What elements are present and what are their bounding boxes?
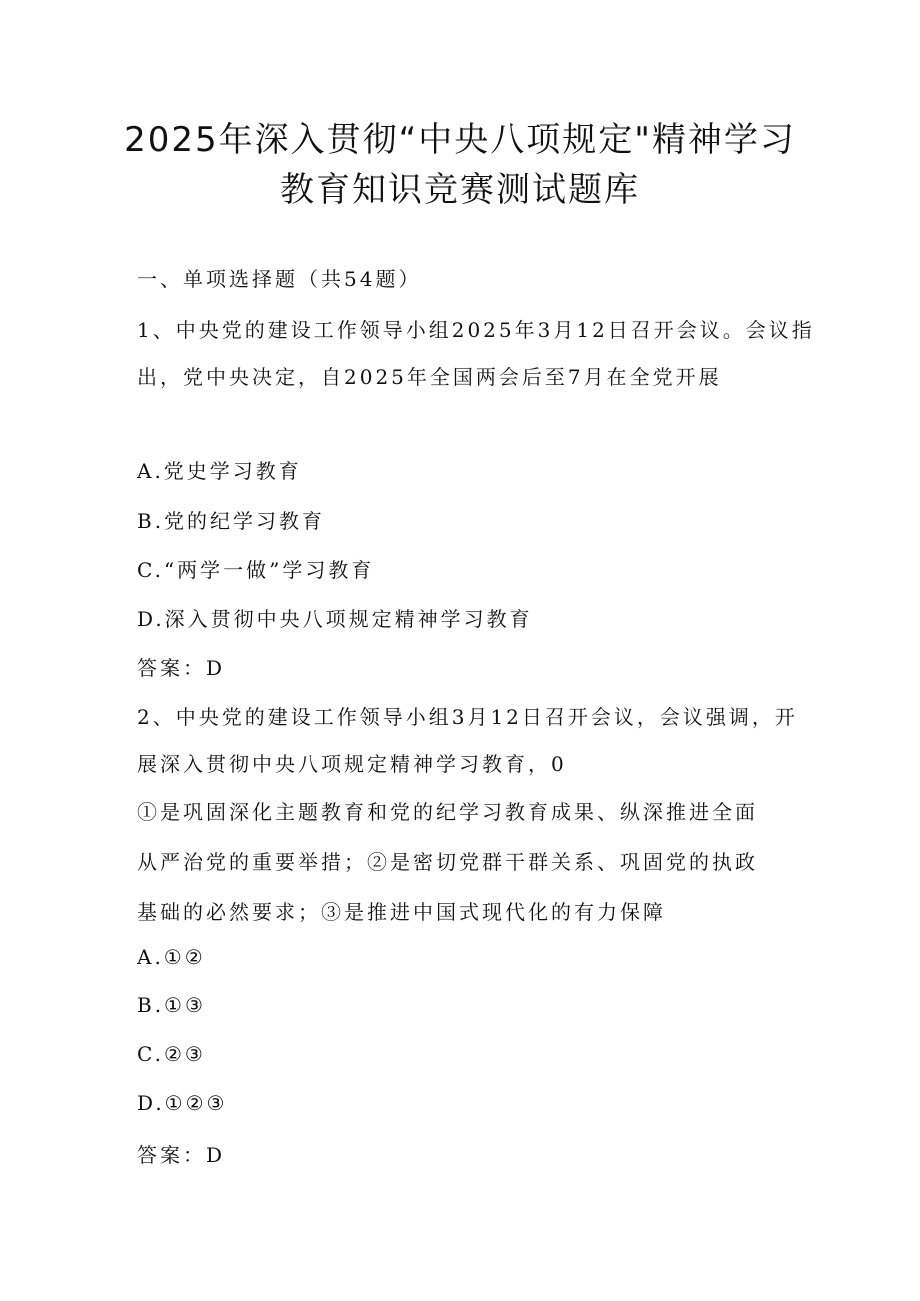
question-1-option-d: D.深入贯彻中央八项规定精神学习教育 <box>137 607 533 631</box>
question-2-stem-line-4: 从严治党的重要举措；②是密切党群干群关系、巩固党的执政 <box>137 850 758 874</box>
question-2-option-a: A.①② <box>137 945 206 969</box>
question-1-answer: 答案：D <box>137 656 226 680</box>
section-heading: 一、单项选择题（共54题） <box>137 267 422 291</box>
question-2-answer: 答案：D <box>137 1143 226 1167</box>
question-2-stem-line-1: 2、中央党的建设工作领导小组3月12日召开会议，会议强调，开 <box>137 705 798 729</box>
question-2-option-b: B.①③ <box>137 993 206 1017</box>
question-2-stem-line-5: 基础的必然要求；③是推进中国式现代化的有力保障 <box>137 900 666 924</box>
question-1-option-c: C.“两学一做”学习教育 <box>137 558 375 582</box>
question-2-option-c: C.②③ <box>137 1042 206 1066</box>
question-2-stem-line-2: 展深入贯彻中央八项规定精神学习教育，0 <box>137 752 567 776</box>
question-1-option-b: B.党的纪学习教育 <box>137 509 326 533</box>
question-1-stem-line-2: 出，党中央决定，自2025年全国两会后至7月在全党开展 <box>137 365 722 389</box>
document-title-line-2: 教育知识竞赛测试题库 <box>280 170 640 210</box>
document-title-line-1: 2025年深入贯彻“中央八项规定"精神学习 <box>124 120 796 160</box>
question-2-option-d: D.①②③ <box>137 1091 228 1115</box>
question-1-stem-line-1: 1、中央党的建设工作领导小组2025年3月12日召开会议。会议指 <box>137 318 815 342</box>
question-1-option-a: A.党史学习教育 <box>137 459 302 483</box>
question-2-stem-line-3: ①是巩固深化主题教育和党的纪学习教育成果、纵深推进全面 <box>137 800 758 824</box>
